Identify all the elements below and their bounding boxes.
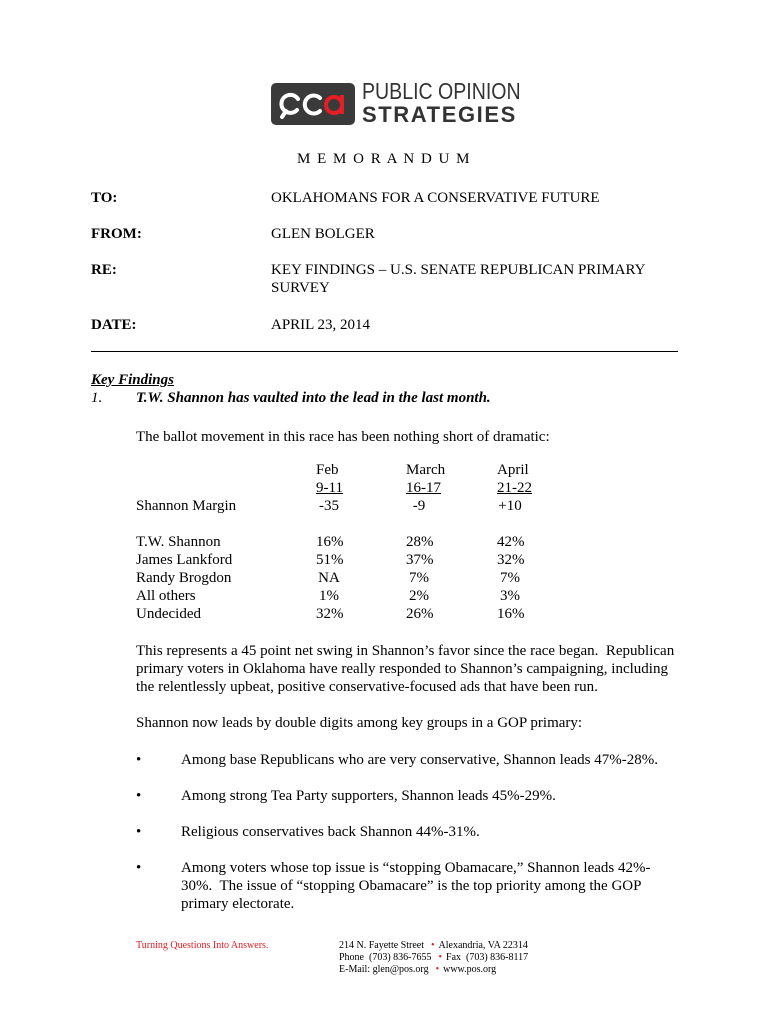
row-label: James Lankford [136, 552, 233, 568]
table-cell: 28% [406, 534, 434, 550]
column-header-dates: 21-22 [497, 480, 532, 496]
bullet-icon: • [136, 788, 142, 804]
table-header-months [0, 461, 768, 479]
intro-text: The ballot movement in this race has been nothing short of dramatic: [136, 429, 550, 445]
table-row [0, 605, 768, 623]
to-value: OKLAHOMANS FOR A CONSERVATIVE FUTURE [271, 190, 600, 206]
address-part: 214 N. Fayette Street [339, 940, 424, 951]
row-label: T.W. Shannon [136, 534, 221, 550]
row-label: Randy Brogdon [136, 570, 232, 586]
bullet-text: Among base Republicans who are very conservative, Shannon leads 47%-28%. [181, 752, 658, 768]
re-value-line: KEY FINDINGS – U.S. SENATE REPUBLICAN PRIMARY [271, 262, 646, 278]
table-row [0, 497, 768, 515]
table-cell: 51% [316, 552, 344, 568]
paragraph-line: primary voters in Oklahoma have really responded to Shannon’s campaigning, including [136, 661, 668, 677]
table-row [0, 587, 768, 605]
table-cell: 7% [500, 570, 520, 586]
from-value: GLEN BOLGER [271, 226, 375, 242]
table-cell: 3% [500, 588, 520, 604]
footer-address-line [339, 940, 528, 952]
table-cell: 7% [409, 570, 429, 586]
bullet-icon: • [136, 824, 142, 840]
phone-number: Phone (703) 836-7655 [339, 952, 432, 963]
column-header-dates: 9-11 [316, 480, 343, 496]
bullet-text: Among strong Tea Party supporters, Shannon leads 45%-29%. [181, 788, 556, 804]
bullet-text: primary electorate. [181, 896, 295, 912]
memo-title: M E M O R A N D U M [297, 151, 471, 167]
table-cell: NA [318, 570, 340, 586]
from-label: FROM: [91, 226, 142, 242]
row-label: Undecided [136, 606, 201, 622]
table-cell: 1% [319, 588, 339, 604]
re-label: RE: [91, 262, 117, 278]
logo-text-strategies: STRATEGIES [362, 102, 517, 127]
date-value: APRIL 23, 2014 [271, 317, 371, 333]
paragraph-line: the relentlessly upbeat, positive conservative-focused ads that have been run. [136, 679, 598, 695]
bullet-text: Religious conservatives back Shannon 44%-31%. [181, 824, 480, 840]
table-row [0, 533, 768, 551]
footer-tagline: Turning Questions Into Answers. [136, 940, 269, 951]
column-header-month: March [406, 462, 446, 478]
address-part: Alexandria, VA 22314 [438, 940, 528, 951]
header-divider [91, 351, 678, 352]
table-cell: 37% [406, 552, 434, 568]
website-link[interactable]: www.pos.org [443, 964, 497, 975]
table-cell: +10 [498, 498, 522, 514]
to-label: TO: [91, 190, 118, 206]
bullet-text: 30%. The issue of “stopping Obamacare” is the top priority among the GOP [181, 878, 642, 894]
table-cell: 16% [497, 606, 525, 622]
table-row [0, 569, 768, 587]
table-cell: 2% [409, 588, 429, 604]
column-header-month: April [497, 462, 529, 478]
fax-number: Fax (703) 836-8117 [446, 952, 529, 963]
row-label: All others [136, 588, 196, 604]
bullet-icon: • [136, 860, 142, 876]
date-label: DATE: [91, 317, 137, 333]
separator-icon: • [430, 940, 435, 951]
email-link[interactable]: E-Mail: glen@pos.org [339, 964, 429, 975]
column-header-month: Feb [316, 462, 339, 478]
table-cell: 26% [406, 606, 434, 622]
bullet-text: Among voters whose top issue is “stopping Obamacare,” Shannon leads 42%- [181, 860, 651, 876]
table-cell: 32% [497, 552, 525, 568]
footer-phone-line [339, 952, 528, 964]
groups-intro: Shannon now leads by double digits among key groups in a GOP primary: [136, 715, 583, 731]
finding-number: 1. [91, 390, 103, 406]
table-cell: -35 [319, 498, 339, 514]
row-label: Shannon Margin [136, 498, 237, 514]
table-header-dates [0, 479, 768, 497]
logo-text-public-opinion: PUBLIC OPINION [362, 78, 521, 104]
separator-icon: • [435, 964, 440, 975]
column-header-dates: 16-17 [406, 480, 441, 496]
re-value-line: SURVEY [271, 280, 330, 296]
table-row [0, 551, 768, 569]
paragraph-line: This represents a 45 point net swing in Shannon’s favor since the race began. Republican [136, 643, 675, 659]
table-cell: 32% [316, 606, 344, 622]
footer-contact-line [339, 964, 496, 976]
finding-title: T.W. Shannon has vaulted into the lead in the last month. [136, 390, 491, 406]
table-cell: 16% [316, 534, 344, 550]
table-cell: 42% [497, 534, 525, 550]
section-heading: Key Findings [91, 372, 174, 388]
separator-icon: • [438, 952, 443, 963]
table-cell: -9 [412, 498, 426, 514]
bullet-icon: • [136, 752, 142, 768]
pos-logo-mark-icon [271, 83, 355, 125]
